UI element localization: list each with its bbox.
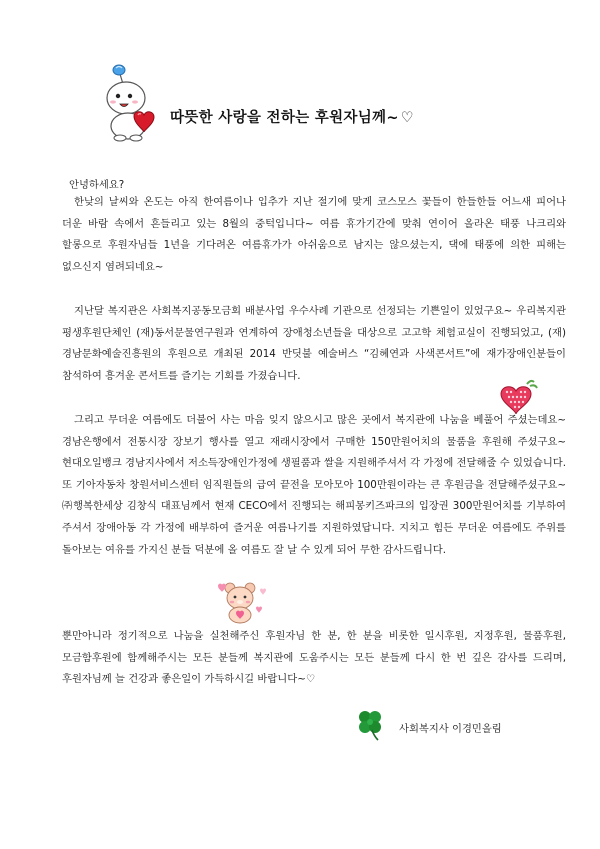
paragraph-3 bbox=[62, 410, 566, 561]
letter-title-text: 따뜻한 사랑을 전하는 후원자님께~ bbox=[170, 110, 399, 126]
signature-text: 사회복지사 이경민올림 bbox=[399, 723, 502, 735]
paragraph-4-heart-icon: ♡ bbox=[305, 673, 316, 686]
greeting: 안녕하세요? bbox=[69, 179, 125, 191]
teddy-bear-icon bbox=[212, 578, 270, 624]
paragraph-2 bbox=[62, 301, 566, 387]
title-heart-icon: ♡ bbox=[400, 110, 415, 126]
signature bbox=[352, 706, 552, 742]
paragraph-4-text: 뿐만아니라 정기적으로 나눔을 실천해주신 후원자님 한 분, 한 분을 비롯한 일시후원, 지정후원, 물품후원, 모금함후원에 함께해주시는 모든 분들께 복지관에 도움주시는 모든 분들께 다시 한 번 깊은 감사를 드리며, 후원자님께 늘 건강과 좋은일이 가득하시길 바랍니다~ bbox=[62, 630, 566, 686]
paragraph-1-text: 한낮의 날씨와 온도는 아직 한여름이나 입추가 지난 절기에 맞게 코스모스 꽃들이 한들한들 어느새 피어나 더운 바람 속에서 흔들리고 있는 8월의 중턱입니다~ 여름 휴가기간에 맞춰 연이어 올라온 태풍 나크리와 할롱으로 후원자님들 1년을 기다려온 여름휴가가 아쉬움으로 남지는 않으셨는지, 댁에 태풍에 의한 피해는 없으신지 염려되네요~ bbox=[62, 196, 566, 273]
letter-header bbox=[98, 62, 518, 142]
letter-title bbox=[170, 106, 414, 127]
paragraph-1 bbox=[62, 192, 566, 278]
four-leaf-clover-icon bbox=[352, 706, 388, 742]
paragraph-3-text: 그리고 무더운 여름에도 더불어 사는 마음 잊지 않으시고 많은 곳에서 복지관에 나눔을 베풀어 주셨는데요~ 경남은행에서 전통시장 장보기 행사를 열고 재래시장에서 구매한 150만원어치의 물품을 후원해 주셨구요~ 현대오일뱅크 경남지사에서 저소득장애인가정에 생필품과 쌀을 지원해주셔서 각 가정에 전달해줄 수 있었습니다. 또 기아자동차 창원서비스센터 임직원들의 급여 끝전을 모아모아 100만원이라는 큰 후원금을 전달해주셨구요~ ㈜행복한세상 김창식 대표님께서 현재 CECO에서 진행되는 해피몽키즈파크의 입장권 300만원어치를 기부하여 주셔서 장애아동 각 가정에 배부하여 즐거운 여름나기를 지원하였답니다. 지치고 힘든 무더운 여름에도 주위를 돌아보는 여유를 가지신 분들 덕분에 올 여름도 잘 날 수 있게 되어 무한 감사드립니다. bbox=[62, 414, 566, 556]
mascot-with-heart-icon bbox=[98, 62, 162, 142]
paragraph-4 bbox=[62, 626, 566, 691]
paragraph-2-text: 지난달 복지관은 사회복지공동모금회 배분사업 우수사례 기관으로 선정되는 기쁜일이 있었구요~ 우리복지관 평생후원단체인 (재)동서문물연구원과 연계하여 장애청소년들을 대상으로 고고학 체험교실이 진행되었고, (재)경남문화예술진흥원의 후원으로 개최된 2014 반딧불 예술버스 “김혜연과 사색콘서트”에 재가장애인분들이 참석하여 흥겨운 콘서트를 즐기는 기회를 가졌습니다. bbox=[62, 305, 566, 382]
